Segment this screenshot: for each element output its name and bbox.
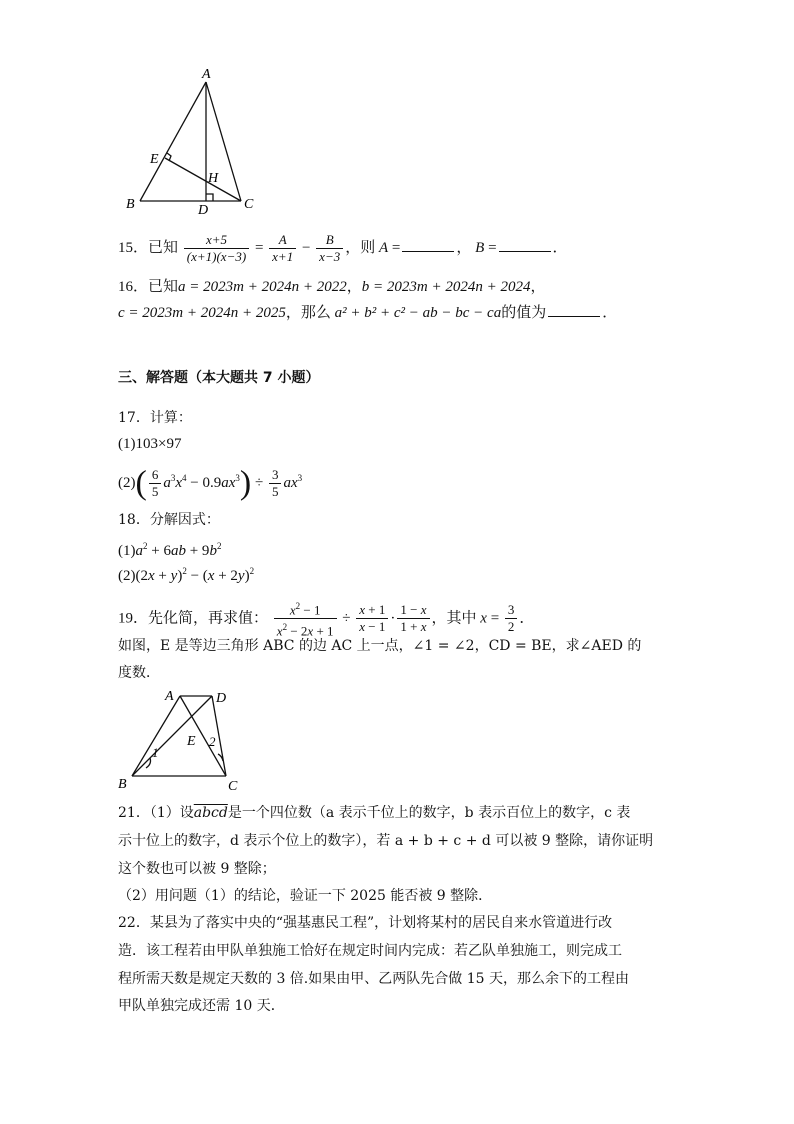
label-A: A	[202, 67, 211, 82]
question-18-part2: $(2)(2x + y)^2 - (x + 2y)^2$	[118, 566, 255, 584]
section-title: 三、解答题（本大题共 7 小题）	[118, 370, 320, 386]
label-H: H	[208, 171, 219, 186]
question-17-part1: (1)103×97	[118, 436, 182, 452]
question-22-line2: 造．该工程若由甲队单独施工恰好在规定时间内完成：若乙队单独施工，则完成工	[118, 943, 622, 959]
question-21-line4: （2）用问题（1）的结论，验证一下 2025 能否被 9 整除．	[118, 888, 493, 904]
label-C: C	[228, 779, 238, 792]
question-21-line3: 这个数也可以被 9 整除；	[118, 861, 276, 877]
label-A: A	[165, 689, 174, 704]
label-B: B	[118, 777, 127, 792]
label-E: E	[187, 734, 196, 749]
question-22-line3: 程所需天数是规定天数的 3 倍.如果由甲、乙两队先合做 15 天，那么余下的工程由	[118, 971, 629, 987]
question-16-line2: c = 2023m + 2024n + 2025，那么 a² + b² + c² − ab − bc − ca的值为 ．	[118, 305, 618, 321]
question-22-line4: 甲队单独完成还需 10 天．	[118, 998, 285, 1014]
question-18: 18．分解因式：	[118, 512, 220, 528]
question-19: 19．先化简，再求值： $\frac{x^2 - 1}{x^2 - 2x + 1}$ ÷ $\frac{x + 1}{x - 1}$ · $\frac{1 - x}{1 + x}$ ，其中 x = $\frac{3}{2}$ ．	[118, 598, 534, 640]
label-D: D	[198, 203, 209, 214]
label-angle-1: 1	[152, 745, 159, 760]
question-16-line1: 16．已知a = 2023m + 2024n + 2022，b = 2023m + 2024n + 2024，	[118, 279, 546, 295]
answer-blank-16[interactable]	[548, 304, 600, 317]
triangle-figure-2	[112, 684, 252, 792]
question-22-line1: 22．某县为了落实中央的“强基惠民工程”，计划将某村的居民自来水管道进行改	[118, 915, 613, 931]
question-20-line1: 如图，E 是等边三角形 ABC 的边 AC 上一点，∠1 = ∠2，CD = BE，求∠AED 的	[118, 638, 642, 654]
label-D: D	[216, 691, 227, 706]
question-15: 15．已知 $\frac{x+5}{(x+1)(x-3)}$ = $\frac{A}{x+1}$ − $\frac{B}{x-3}$ ，则 A = ， B = ．	[118, 232, 568, 264]
triangle-figure-1	[118, 62, 268, 214]
label-B: B	[126, 197, 135, 212]
label-C: C	[244, 197, 254, 212]
question-18-part1: $(1)a^2 + 6ab + 9b^2$	[118, 541, 222, 559]
question-17: 17．计算：	[118, 410, 192, 426]
question-20-line2: 度数．	[118, 665, 160, 681]
answer-blank-A[interactable]	[402, 239, 454, 252]
answer-blank-B[interactable]	[499, 239, 551, 252]
question-21-line1: 21．（1）设abcd是一个四位数（a 表示千位上的数字，b 表示百位上的数字，c 表	[118, 805, 631, 821]
label-angle-2: 2	[209, 734, 216, 749]
label-E: E	[150, 152, 159, 167]
question-21-line2: 示十位上的数字，d 表示个位上的数字），若 a + b + c + d 可以被 9 整除，请你证明	[118, 833, 654, 849]
question-17-part2: (2)( $\frac{6}{5}$ $a^3x^4 - 0.9ax^3$) ÷ $\frac{3}{5}$ $ax^3$	[118, 464, 303, 502]
